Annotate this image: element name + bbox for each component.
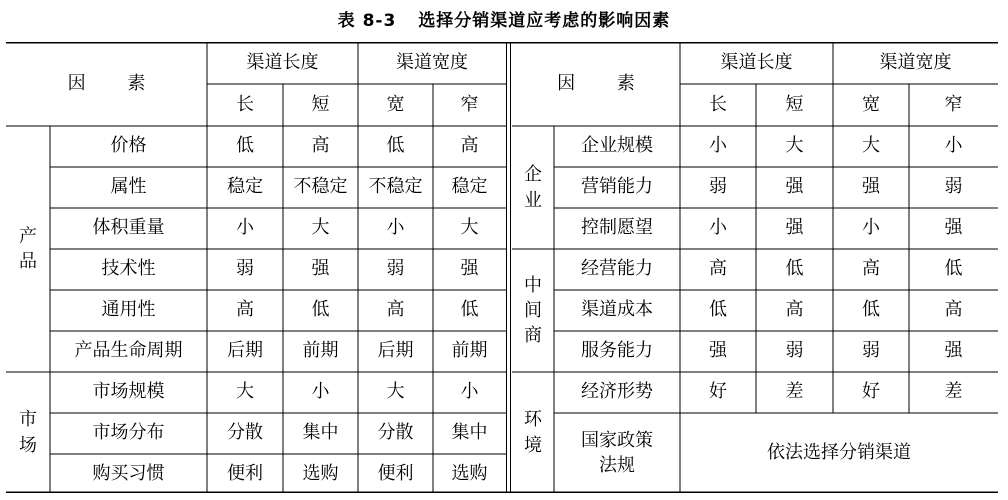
- table-number: 表 8-3: [337, 11, 397, 31]
- group-environment: [512, 372, 554, 493]
- merged-value-policy: 依法选择分销渠道: [767, 441, 911, 463]
- value-short: 高: [311, 135, 330, 157]
- factor-name: 服务能力: [581, 340, 653, 362]
- group-market-char: 市: [19, 409, 37, 431]
- group-enterprise-char: 企: [524, 164, 542, 186]
- value-narrow: 高: [944, 299, 963, 321]
- right-header-factor: 因 素: [557, 72, 653, 94]
- value-long: 分散: [227, 422, 263, 444]
- right-header-channel-width: 渠道宽度: [879, 51, 952, 73]
- value-narrow: 集中: [451, 422, 488, 444]
- value-wide: 低: [386, 135, 405, 157]
- value-wide: 弱: [862, 340, 880, 362]
- factor-name: 通用性: [101, 299, 156, 321]
- value-long: 小: [709, 217, 727, 239]
- group-market-char: 场: [19, 434, 37, 456]
- value-short: 小: [311, 381, 330, 403]
- value-narrow: 大: [460, 217, 479, 239]
- value-long: 好: [709, 381, 727, 403]
- value-long: 弱: [709, 176, 727, 198]
- value-narrow: 高: [460, 135, 479, 157]
- value-wide: 高: [862, 258, 880, 280]
- value-long: 强: [709, 340, 727, 362]
- value-short: 前期: [302, 340, 339, 362]
- value-narrow: 稳定: [451, 176, 488, 198]
- left-header-channel-length: 渠道长度: [246, 51, 319, 73]
- value-short: 低: [311, 299, 330, 321]
- factor-name: 企业规模: [581, 135, 653, 157]
- value-long: 大: [236, 381, 254, 403]
- value-short: 高: [785, 299, 804, 321]
- value-narrow: 选购: [451, 463, 488, 485]
- value-wide: 低: [862, 299, 880, 321]
- value-long: 高: [236, 299, 254, 321]
- value-short: 强: [785, 176, 804, 198]
- value-short: 大: [311, 217, 330, 239]
- value-narrow: 差: [944, 381, 963, 403]
- group-intermediary-char: 商: [524, 325, 542, 347]
- factor-name: 价格: [110, 135, 147, 157]
- value-narrow: 低: [460, 299, 479, 321]
- group-intermediary-char: 间: [524, 299, 542, 321]
- value-long: 高: [709, 258, 727, 280]
- group-intermediary: [512, 249, 554, 372]
- value-wide: 好: [862, 381, 880, 403]
- group-product-char: 品: [19, 251, 37, 272]
- group-enterprise-char: 业: [524, 189, 542, 211]
- value-narrow: 强: [944, 340, 963, 362]
- right-header-wide: 宽: [862, 93, 880, 115]
- value-wide: 小: [386, 217, 405, 239]
- right-header-channel-length: 渠道长度: [720, 51, 793, 73]
- left-header-short: 短: [311, 93, 330, 115]
- factor-name: 技术性: [101, 258, 156, 280]
- right-header-short: 短: [785, 93, 804, 115]
- value-wide: 大: [862, 135, 880, 157]
- value-short: 弱: [785, 340, 804, 362]
- left-header-channel-width: 渠道宽度: [396, 51, 468, 73]
- value-wide: 弱: [386, 258, 405, 280]
- factor-name: 体积重量: [92, 217, 165, 239]
- table-title: 选择分销渠道应考虑的影响因素: [418, 11, 671, 31]
- value-wide: 强: [862, 176, 880, 198]
- left-header-wide: 宽: [386, 93, 405, 115]
- value-short: 低: [785, 258, 804, 280]
- value-wide: 小: [862, 217, 880, 239]
- value-narrow: 前期: [451, 340, 488, 362]
- value-short: 强: [785, 217, 804, 239]
- value-short: 不稳定: [293, 176, 348, 198]
- value-long: 小: [709, 135, 727, 157]
- left-header-long: 长: [236, 93, 254, 115]
- factor-name: 购买习惯: [92, 463, 165, 485]
- factor-table: [6, 42, 998, 493]
- factor-name: 属性: [110, 176, 147, 198]
- value-long: 弱: [236, 258, 254, 280]
- factor-name: 产品生命周期: [74, 340, 183, 362]
- group-market: [6, 372, 50, 493]
- group-enterprise: [512, 126, 554, 249]
- value-narrow: 强: [944, 217, 963, 239]
- value-narrow: 强: [460, 258, 479, 280]
- value-short: 大: [785, 135, 804, 157]
- value-wide: 分散: [377, 422, 414, 444]
- value-long: 便利: [227, 463, 263, 485]
- value-long: 后期: [227, 340, 263, 362]
- group-environment-char: 环: [524, 409, 542, 431]
- value-wide: 高: [386, 299, 405, 321]
- value-wide: 后期: [377, 340, 414, 362]
- group-environment-char: 境: [524, 434, 542, 456]
- value-short: 强: [311, 258, 330, 280]
- value-wide: 大: [386, 381, 405, 403]
- value-short: 选购: [302, 463, 339, 485]
- value-long: 小: [236, 217, 254, 239]
- right-header-long: 长: [709, 93, 727, 115]
- value-narrow: 弱: [944, 176, 963, 198]
- value-narrow: 低: [944, 258, 963, 280]
- value-short: 集中: [302, 422, 339, 444]
- value-long: 低: [709, 299, 727, 321]
- table-caption: [0, 6, 1008, 31]
- factor-name: 市场规模: [92, 381, 165, 403]
- factor-name: 经济形势: [581, 381, 653, 403]
- group-product: [6, 126, 50, 372]
- factor-name: 营销能力: [581, 176, 653, 198]
- factor-name: 渠道成本: [581, 299, 653, 321]
- factor-name-policy: [554, 413, 680, 493]
- value-long: 低: [236, 135, 254, 157]
- right-header-narrow: 窄: [944, 93, 963, 115]
- policy-factor-line: 法规: [599, 455, 635, 476]
- group-product-char: 产: [19, 225, 37, 247]
- group-intermediary-char: 中: [524, 274, 542, 296]
- value-narrow: 小: [944, 135, 963, 157]
- factor-name: 市场分布: [92, 422, 165, 444]
- value-wide: 不稳定: [368, 176, 423, 198]
- value-narrow: 小: [460, 381, 479, 403]
- value-long: 稳定: [227, 176, 263, 198]
- value-short: 差: [785, 381, 804, 403]
- value-wide: 便利: [377, 463, 414, 485]
- policy-factor-line: 国家政策: [581, 429, 653, 451]
- factor-name: 经营能力: [581, 258, 653, 280]
- factor-name: 控制愿望: [581, 217, 653, 239]
- left-header-factor: 因 素: [67, 72, 164, 94]
- left-header-narrow: 窄: [460, 93, 479, 115]
